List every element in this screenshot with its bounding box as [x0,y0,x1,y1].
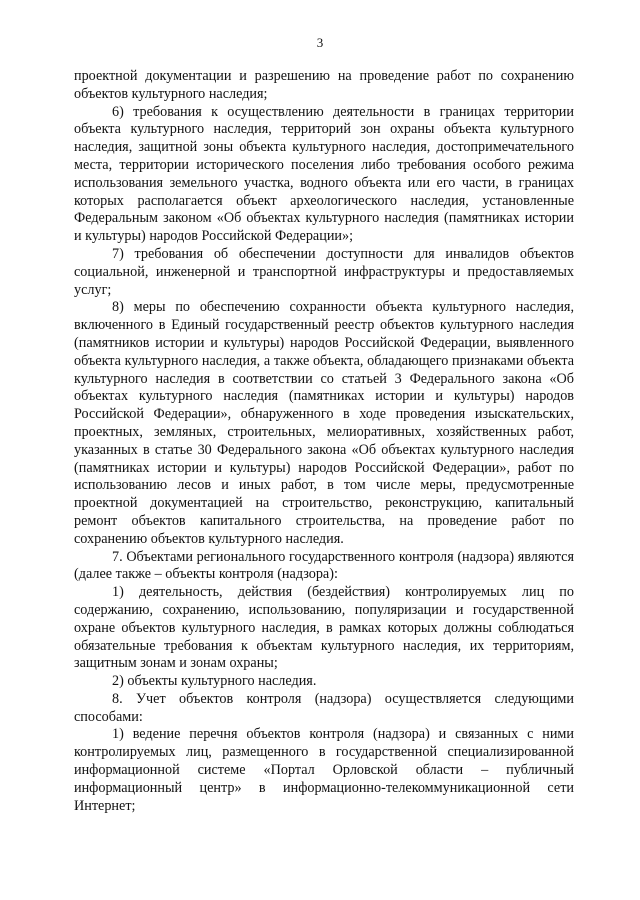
page-number: 3 [316,35,324,50]
document-body [74,68,574,815]
section-7-item-2: 2) объекты культурного наследия. [112,673,317,690]
section-8-heading: 8. Учет объектов контроля (надзора) осуществляется следующими способами: [74,690,574,725]
section-7-item-1: 1) деятельность, действия (бездействия) контролируемых лиц по содержанию, сохранению, использованию, популяризации и государственной охране объектов культурного наследия, в рамках которых должны соблюдаться обязательные требования к объектам культурного наследия, их территориям, защитным зонам и зонам охраны; [74,584,574,672]
paragraph-item-7: 7) требования об обеспечении доступности для инвалидов объектов социальной, инженерной и транспортной инфраструктуры и предоставляемых услуг; [74,245,574,298]
section-8-item-1: 1) ведение перечня объектов контроля (надзора) и связанных с ними контролируемых лиц, размещенного в государственной специализированной информационной системе «Портал Орловской области – публичный информационный центр» в информационно-телекоммуникационной сети Интернет; [74,726,574,814]
section-7-heading: 7. Объектами регионального государственного контроля (надзора) являются (далее также – объекты контроля (надзора): [74,548,574,583]
paragraph-item-6: 6) требования к осуществлению деятельности в границах территории объекта культурного наследия, территорий зон охраны объекта культурного наследия, защитной зоны объекта культурного наследия, достопримечательного места, территории исторического поселения либо требования особого режима использования земельного участка, водного объекта или его части, в границах которых располагается объект археологического наследия, установленные Федеральным законом «Об объектах культурного наследия (памятниках истории и культуры) народов Российской Федерации»; [74,103,574,245]
paragraph-item-8: 8) меры по обеспечению сохранности объекта культурного наследия, включенного в Единый государственный реестр объектов культурного наследия (памятников истории и культуры) народов Российской Федерации, выявленного объекта культурного наследия, а также объекта, обладающего признаками объекта культурного наследия в соответствии со статьей 3 Федерального закона «Об объектах культурного наследия (памятниках истории и культуры) народов Российской Федерации», обнаруженного в ходе проведения изыскательских, проектных, земляных, строительных, мелиоративных, хозяйственных работ, указанных в статье 30 Федерального закона «Об объектах культурного наследия (памятниках истории и культуры) народов Российской Федерации», работ по использованию лесов и иных работ, в том числе меры, предусмотренные проектной документацией на строительство, реконструкцию, капитальный ремонт объектов капитального строительства, на проведение работ по сохранению объектов культурного наследия. [74,299,574,547]
paragraph-continuation: проектной документации и разрешению на проведение работ по сохранению объектов культурного наследия; [74,68,574,102]
